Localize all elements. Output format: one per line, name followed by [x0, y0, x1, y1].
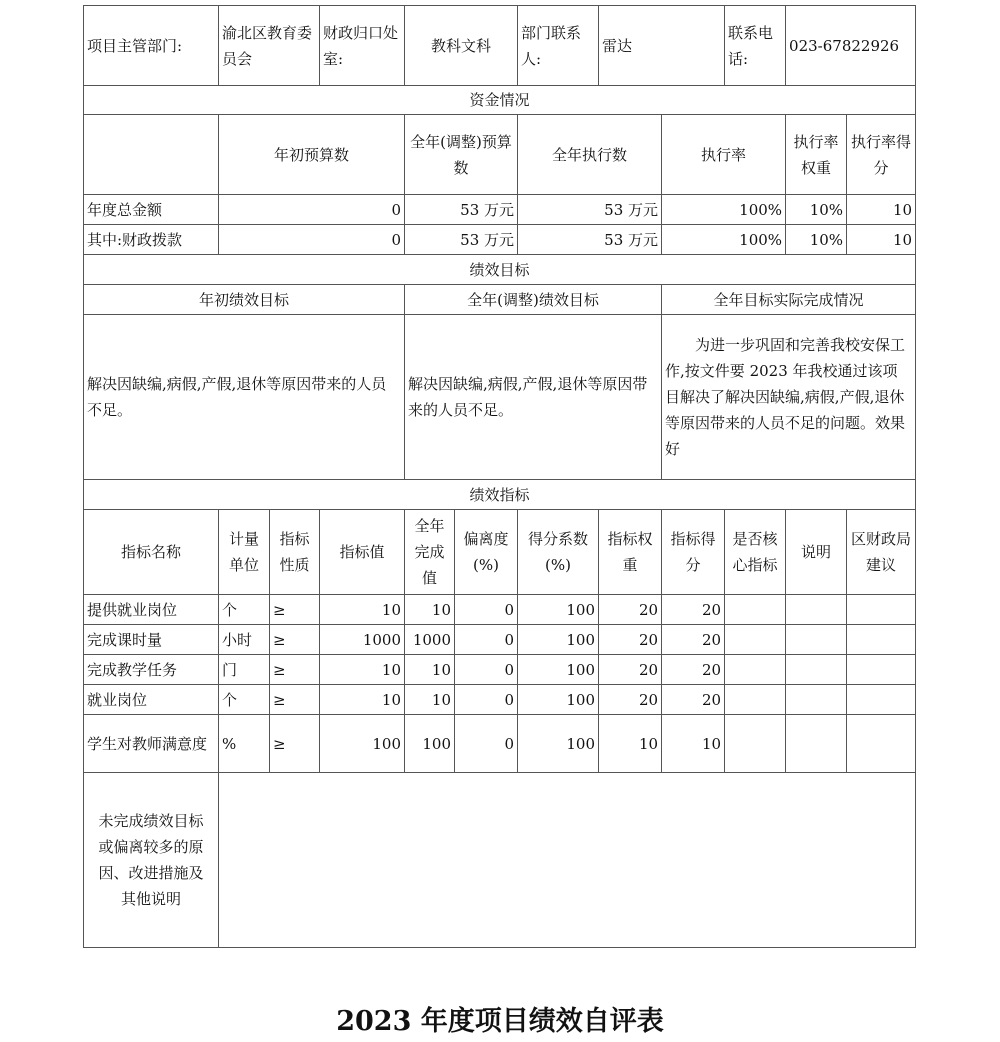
ind-col-nature: 指标性质: [270, 510, 320, 595]
ind-suggestion: [847, 625, 916, 655]
funds-col-executed: 全年执行数: [518, 115, 662, 195]
ind-weight: 20: [599, 655, 662, 685]
ind-col-weight: 指标权重: [599, 510, 662, 595]
ind-completed: 10: [405, 685, 455, 715]
ind-col-note: 说明: [786, 510, 847, 595]
ind-deviation: 0: [455, 655, 518, 685]
ind-core: [725, 655, 786, 685]
ind-weight: 10: [599, 715, 662, 773]
ind-unit: 个: [219, 595, 270, 625]
ind-name: 就业岗位: [84, 685, 219, 715]
indicator-row: [84, 655, 916, 685]
ind-name: 提供就业岗位: [84, 595, 219, 625]
ind-deviation: 0: [455, 625, 518, 655]
indicator-row: [84, 625, 916, 655]
ind-nature: ≥: [270, 685, 320, 715]
phone-label: 联系电话:: [725, 6, 786, 86]
funds-row-executed: 53 万元: [518, 225, 662, 255]
footer-note-row: [84, 773, 916, 948]
funds-col-score: 执行率得分: [847, 115, 916, 195]
ind-unit: 小时: [219, 625, 270, 655]
ind-core: [725, 625, 786, 655]
office-value: 教科文科: [405, 6, 518, 86]
funds-row-rate: 100%: [662, 195, 786, 225]
ind-score: 20: [662, 655, 725, 685]
ind-core: [725, 685, 786, 715]
funds-col-adjusted: 全年(调整)预算数: [405, 115, 518, 195]
ind-coefficient: 100: [518, 715, 599, 773]
ind-col-core: 是否核心指标: [725, 510, 786, 595]
ind-completed: 10: [405, 655, 455, 685]
goals-adjusted-text: 解决因缺编,病假,产假,退休等原因带来的人员不足。: [405, 315, 662, 480]
ind-col-name: 指标名称: [84, 510, 219, 595]
funds-row-budget: 0: [219, 195, 405, 225]
goals-initial-text: 解决因缺编,病假,产假,退休等原因带来的人员不足。: [84, 315, 405, 480]
indicators-section-title: 绩效指标: [84, 480, 916, 510]
ind-nature: ≥: [270, 595, 320, 625]
funds-row-rate: 100%: [662, 225, 786, 255]
ind-col-deviation: 偏离度(%): [455, 510, 518, 595]
ind-value: 100: [320, 715, 405, 773]
funds-row: [84, 225, 916, 255]
ind-completed: 10: [405, 595, 455, 625]
ind-name: 学生对教师满意度: [84, 715, 219, 773]
ind-note: [786, 685, 847, 715]
ind-core: [725, 595, 786, 625]
goals-col-actual: 全年目标实际完成情况: [662, 285, 916, 315]
goals-col-initial: 年初绩效目标: [84, 285, 405, 315]
ind-name: 完成课时量: [84, 625, 219, 655]
indicator-row: [84, 715, 916, 773]
goals-section-row: [84, 255, 916, 285]
funds-row-executed: 53 万元: [518, 195, 662, 225]
ind-coefficient: 100: [518, 685, 599, 715]
ind-weight: 20: [599, 595, 662, 625]
header-row: [84, 6, 916, 86]
ind-core: [725, 715, 786, 773]
ind-score: 10: [662, 715, 725, 773]
ind-weight: 20: [599, 625, 662, 655]
phone-value: 023-67822926: [786, 6, 916, 86]
goals-col-adjusted: 全年(调整)绩效目标: [405, 285, 662, 315]
performance-evaluation-table: [83, 5, 916, 948]
ind-completed: 1000: [405, 625, 455, 655]
ind-note: [786, 625, 847, 655]
ind-unit: 门: [219, 655, 270, 685]
goals-content-row: [84, 315, 916, 480]
ind-col-suggestion: 区财政局建议: [847, 510, 916, 595]
ind-value: 1000: [320, 625, 405, 655]
ind-note: [786, 715, 847, 773]
goals-section-title: 绩效目标: [84, 255, 916, 285]
funds-col-budget: 年初预算数: [219, 115, 405, 195]
ind-unit: %: [219, 715, 270, 773]
ind-unit: 个: [219, 685, 270, 715]
funds-row-score: 10: [847, 225, 916, 255]
ind-col-unit: 计量单位: [219, 510, 270, 595]
indicator-row: [84, 595, 916, 625]
ind-nature: ≥: [270, 655, 320, 685]
footer-note-label: 未完成绩效目标或偏离较多的原因、改进措施及其他说明: [84, 773, 219, 948]
goals-actual-text: 为进一步巩固和完善我校安保工作,按文件要 2023 年我校通过该项目解决了解决因缺编,病假,产假,退休等原因带来的人员不足的问题。效果好: [662, 315, 916, 480]
funds-header-empty: [84, 115, 219, 195]
ind-score: 20: [662, 685, 725, 715]
ind-col-score: 指标得分: [662, 510, 725, 595]
footer-note-content: [219, 773, 916, 948]
ind-col-coefficient: 得分系数(%): [518, 510, 599, 595]
ind-score: 20: [662, 595, 725, 625]
ind-name: 完成教学任务: [84, 655, 219, 685]
ind-note: [786, 655, 847, 685]
contact-label: 部门联系人:: [518, 6, 599, 86]
funds-section-row: [84, 86, 916, 115]
ind-coefficient: 100: [518, 655, 599, 685]
ind-coefficient: 100: [518, 595, 599, 625]
goals-header-row: [84, 285, 916, 315]
ind-value: 10: [320, 655, 405, 685]
ind-col-completed: 全年完成值: [405, 510, 455, 595]
ind-suggestion: [847, 595, 916, 625]
funds-section-title: 资金情况: [84, 86, 916, 115]
ind-col-value: 指标值: [320, 510, 405, 595]
ind-value: 10: [320, 595, 405, 625]
ind-nature: ≥: [270, 625, 320, 655]
funds-col-rate: 执行率: [662, 115, 786, 195]
funds-row-adjusted: 53 万元: [405, 225, 518, 255]
ind-deviation: 0: [455, 685, 518, 715]
funds-row-weight: 10%: [786, 225, 847, 255]
ind-deviation: 0: [455, 595, 518, 625]
ind-suggestion: [847, 715, 916, 773]
dept-label: 项目主管部门:: [84, 6, 219, 86]
document-title: 2023 年度项目绩效自评表: [336, 1006, 664, 1037]
ind-weight: 20: [599, 685, 662, 715]
ind-score: 20: [662, 625, 725, 655]
funds-col-weight: 执行率权重: [786, 115, 847, 195]
dept-value: 渝北区教育委员会: [219, 6, 320, 86]
funds-row-budget: 0: [219, 225, 405, 255]
funds-header-row: [84, 115, 916, 195]
funds-row-score: 10: [847, 195, 916, 225]
contact-value: 雷达: [599, 6, 725, 86]
indicators-header-row: [84, 510, 916, 595]
funds-row-label: 年度总金额: [84, 195, 219, 225]
ind-suggestion: [847, 685, 916, 715]
ind-completed: 100: [405, 715, 455, 773]
funds-row-weight: 10%: [786, 195, 847, 225]
funds-row-adjusted: 53 万元: [405, 195, 518, 225]
office-label: 财政归口处室:: [320, 6, 405, 86]
ind-deviation: 0: [455, 715, 518, 773]
ind-nature: ≥: [270, 715, 320, 773]
indicators-section-row: [84, 480, 916, 510]
funds-row-label: 其中:财政拨款: [84, 225, 219, 255]
ind-suggestion: [847, 655, 916, 685]
indicator-row: [84, 685, 916, 715]
ind-coefficient: 100: [518, 625, 599, 655]
funds-row: [84, 195, 916, 225]
ind-note: [786, 595, 847, 625]
ind-value: 10: [320, 685, 405, 715]
